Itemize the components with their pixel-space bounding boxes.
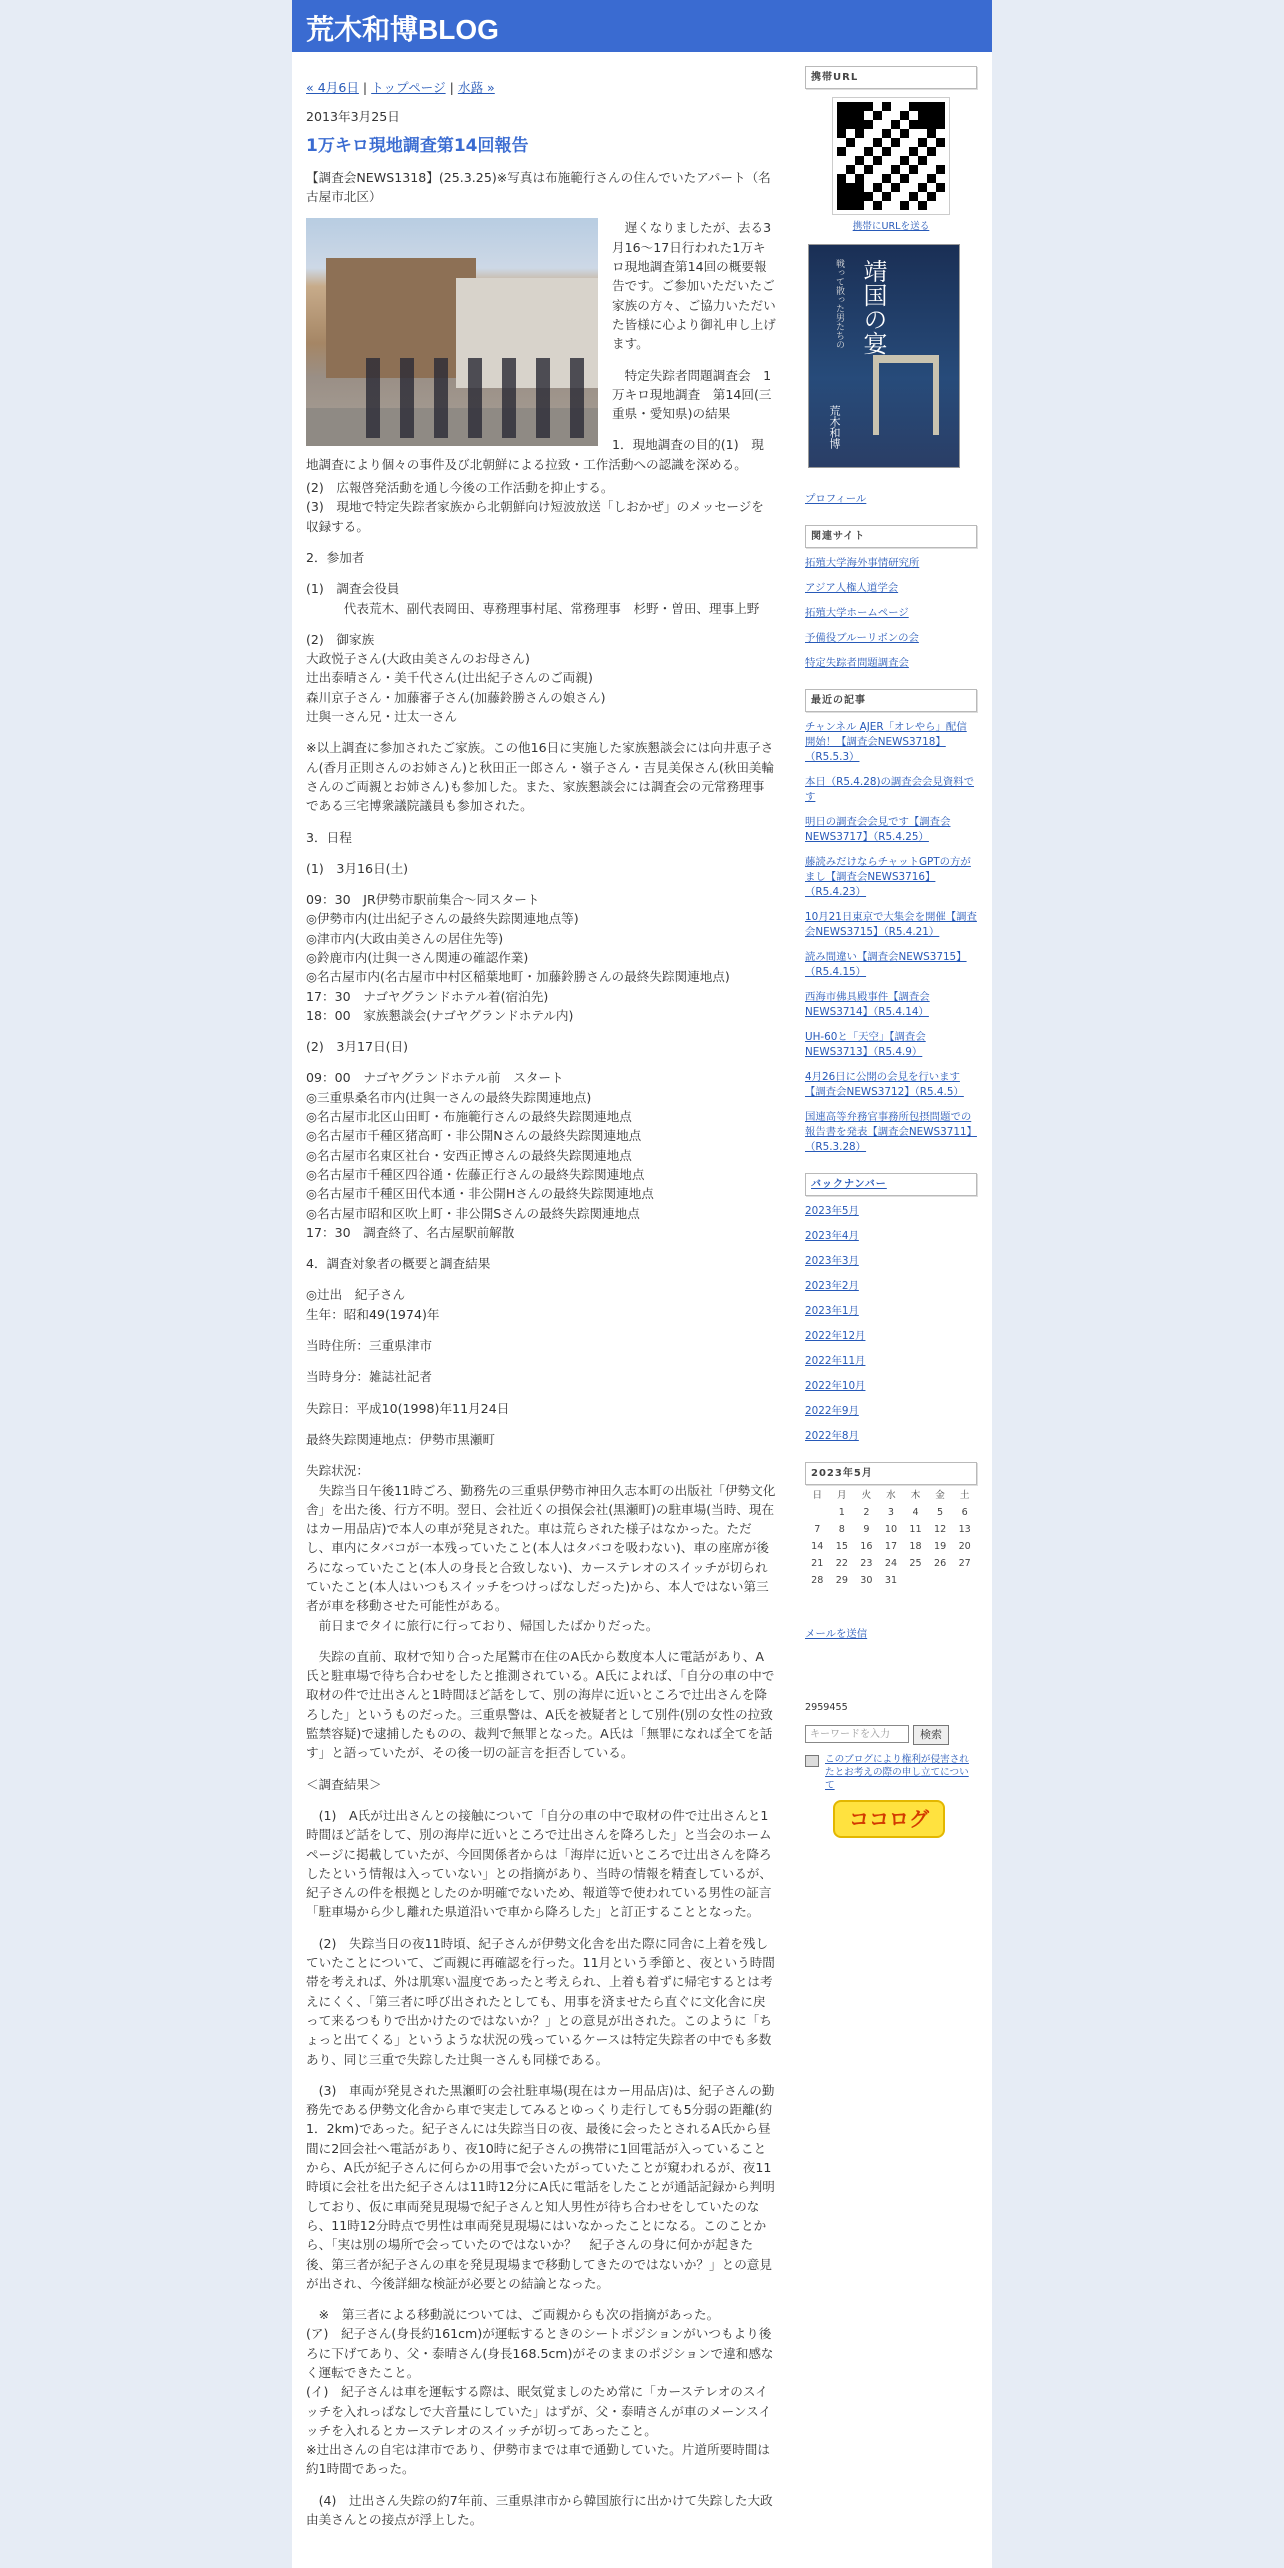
related-sites-heading: 関連サイト [805, 525, 977, 548]
mobile-url-heading: 携帯URL [805, 66, 977, 89]
post-paragraph: (4) 辻出さん失踪の約7年前、三重県津市から韓国旅行に出かけて失踪した大政由美さんとの接点が浮上した。 [306, 2492, 773, 2528]
calendar-day: 11 [909, 1524, 922, 1535]
post-paragraph: 09：00 ナゴヤグランドホテル前 スタート ◎三重県桑名市内(辻與一さんの最終失踪関連地点) ◎名古屋市北区山田町・布施範行さんの最終失踪関連地点 ◎名古屋市千種区猪高町・非公開Nさんの最終失踪関連地点 ◎名古屋市名東区社台・安西正博さんの最終失踪関連地点 ◎名古屋市千種区四谷通・佐藤正行さんの最終失踪関連地点 ◎名古屋市千種区田代本通・非公開Hさんの最終失踪関連地点 ◎名古屋市昭和区吹上町・非公開Sさんの最終失踪関連地点 17：30 調査終了、名古屋駅前解散 [306, 1070, 654, 1240]
blog-header [292, 0, 992, 52]
calendar-day: 30 [860, 1575, 873, 1586]
book-cover[interactable] [808, 244, 960, 468]
search-input[interactable]: キーワードを入力 [805, 1725, 909, 1743]
related-site-link[interactable]: 特定失踪者問題調査会 [805, 657, 909, 669]
post-paragraph: 失踪の直前、取材で知り合った尾鷲市在住のA氏から数度本人に電話があり、A氏と駐車場で待ち合わせをしたと推測されている。A氏によれば、「自分の車の中で取材の件で辻出さんと1時間ほど話をして、別の海岸に近いところで辻出さんを降ろした」というものだった。三重県警は、A氏を被疑者として別件(別の女性の拉致監禁容疑)で逮捕したものの、裁判で無罪となった。A氏は「無罪になれば全てを話す」と語っていたが、その後一切の証言を拒否している。 [306, 1648, 775, 1761]
calendar-day: 22 [835, 1558, 848, 1569]
post-paragraph: ※ 第三者による移動説については、ご両親からも次の指摘があった。 (ア) 紀子さん(身長約161cm)が運転するときのシートポジションがいつもより後ろに下げてあり、父・泰晴さん(身長168.5cm)がそのままのポジションで違和感なく運転できたこと。 (イ) 紀子さんは車を運転する際は、眠気覚ましのため常に「カーステレオのスイッチを入れっぱなしで大音量にしていた」はずが、父・泰晴さんが車のメーンスイッチを入れるとカーステレオのスイッチが切ってあったこと。 ※辻出さんの自宅は津市であり、伊勢市までは車で通勤していた。片道所要時間は約1時間であった。 [306, 2307, 774, 2477]
related-site-link[interactable]: アジア人権人道学会 [805, 582, 899, 594]
calendar-day: 27 [958, 1558, 971, 1569]
related-site-link[interactable]: 拓殖大学海外事情研究所 [805, 557, 920, 569]
calendar-day: 28 [811, 1575, 824, 1586]
backnumber-month-link[interactable]: 2023年3月 [805, 1255, 859, 1267]
recent-posts-list [805, 720, 977, 1155]
calendar-day: 20 [958, 1541, 971, 1552]
calendar-day [805, 1504, 830, 1521]
post-paragraph: (1) 3月16日(土) [306, 860, 409, 876]
post-paragraph: 失踪日：平成10(1998)年11月24日 [306, 1400, 510, 1416]
backnumber-month-link[interactable]: 2022年8月 [805, 1430, 859, 1442]
post-intro: 【調査会NEWS1318】(25.3.25)※写真は布施範行さんの住んでいたアパート（名古屋市北区） [306, 169, 771, 205]
post-paragraph: 当時身分：雑誌社記者 [306, 1369, 432, 1385]
backnumber-month-link[interactable]: 2023年1月 [805, 1305, 859, 1317]
calendar-day: 21 [811, 1558, 824, 1569]
calendar-day: 13 [958, 1524, 971, 1535]
mobile-send-link[interactable]: 携帯にURLを送る [852, 221, 930, 232]
rights-report-link[interactable]: このブログにより権利が侵害されたとお考えの際の申し立てについて [825, 1754, 969, 1791]
post-side-text-1: 特定失踪者問題調査会 1万キロ現地調査 第14回(三重県・愛知県)の結果 [612, 367, 772, 422]
post-paragraph: 当時住所：三重県津市 [306, 1338, 432, 1354]
calendar-weekday: 木 [910, 1490, 921, 1501]
post-paragraph: (2) 広報啓発活動を通し今後の工作活動を抑止する。 (3) 現地で特定失踪者家族から北朝鮮向け短波放送「しおかぜ」のメッセージを収録する。 [306, 480, 764, 534]
calendar-day [952, 1572, 977, 1589]
calendar-day: 10 [884, 1524, 898, 1535]
post-side-text-2: 1．現地調査の目的(1) 現地調査により個々の事件及び北朝鮮による拉致・工作活動への認識を深める。 [306, 437, 764, 472]
post-paragraph: ＜調査結果＞ [306, 1776, 382, 1792]
book-author: 荒木和博 [828, 405, 841, 449]
calendar-day: 4 [912, 1507, 919, 1518]
calendar-day: 31 [884, 1575, 898, 1586]
calendar-day [928, 1572, 953, 1589]
calendar-day: 7 [814, 1524, 821, 1535]
post-paragraph: ◎辻出 紀子さん 生年：昭和49(1974)年 [306, 1287, 440, 1322]
calendar-day: 23 [860, 1558, 873, 1569]
torii-gate-icon [873, 355, 939, 435]
nav-separator: | [358, 80, 372, 95]
calendar-day: 24 [884, 1558, 898, 1569]
nav-separator: | [445, 80, 458, 95]
report-icon [805, 1755, 819, 1767]
post-paragraph: 09：30 JR伊勢市駅前集合〜同スタート ◎伊勢市内(辻出紀子さんの最終失踪関連地点等) ◎津市内(大政由美さんの居住先等) ◎鈴鹿市内(辻與一さん関連の確認作業) ◎名古屋市内(名古屋市中村区稲葉地町・加藤鈴勝さんの最終失踪関連地点) 17：30 ナゴヤグランドホテル着(宿泊先) 18：00 家族懇談会(ナゴヤグランドホテル内) [306, 892, 730, 1023]
post-paragraph: 3．日程 [306, 829, 352, 845]
main-column [306, 78, 776, 2541]
backnumber-month-link[interactable]: 2022年11月 [805, 1355, 866, 1367]
calendar-weekday: 火 [861, 1490, 872, 1501]
recent-post-link[interactable]: チャンネル AJER「オレやら」配信開始！【調査会NEWS3718】（R5.5.3） [805, 721, 967, 763]
backnumber-month-link[interactable]: 2022年12月 [805, 1330, 866, 1342]
calendar-day: 17 [884, 1541, 898, 1552]
apartment-photo[interactable] [306, 218, 598, 446]
recent-post-link[interactable]: 西海市佛具殿事件【調査会NEWS3714】（R5.4.14） [805, 991, 930, 1018]
calendar-day: 18 [909, 1541, 922, 1552]
book-title: 靖国の宴 [859, 259, 887, 355]
mail-link[interactable]: メールを送信 [805, 1628, 868, 1640]
calendar-day: 3 [887, 1507, 895, 1518]
calendar-day: 25 [909, 1558, 922, 1569]
calendar-weekday: 土 [959, 1490, 970, 1501]
calendar-day: 2 [863, 1507, 870, 1518]
recent-post-link[interactable]: 明日の調査会会見です【調査会NEWS3717】（R5.4.25） [805, 816, 951, 843]
post-paragraph: (2) 失踪当日の夜11時頃、紀子さんが伊勢文化舎を出た際に同舎に上着を残していたことについて、ご両親に再確認を行った。11月という季節と、夜という時間帯を考えれば、外は肌寒い温度であったと考えられ、上着も着ずに帰宅するとは考えにくく、「第三者に呼び出されたとしても、用事を済ませたら直ぐに文化舎に戻って来るつもりで出かけたのではないか？」との意見が出された。このように「ちょっと出てくる」というような状況の残っているケースは特定失踪者の中でも多数あり、同じ三重で失踪した辻與一さんも同様である。 [306, 1935, 775, 2067]
kokolog-logo[interactable] [833, 1800, 945, 1838]
backnumber-month-link[interactable]: 2023年2月 [805, 1280, 859, 1292]
calendar-day: 9 [863, 1524, 870, 1535]
next-post-link[interactable]: 水蕗 » [457, 80, 495, 95]
post-paragraph: 4．調査対象者の概要と調査結果 [306, 1256, 491, 1272]
recent-post-link[interactable]: UH-60と「天空」【調査会NEWS3713】（R5.4.9） [805, 1031, 926, 1058]
blog-title[interactable]: 荒木和博BLOG [306, 14, 499, 45]
calendar-day: 26 [933, 1558, 947, 1569]
calendar [805, 1487, 977, 1589]
recent-posts-heading: 最近の記事 [805, 689, 977, 712]
calendar-day: 16 [860, 1541, 873, 1552]
calendar-day: 12 [933, 1524, 947, 1535]
calendar-day: 15 [835, 1541, 848, 1552]
calendar-weekday: 水 [886, 1490, 896, 1501]
visit-counter: 2959455 [805, 1702, 848, 1713]
backnumber-month-link[interactable]: 2023年4月 [805, 1230, 859, 1242]
recent-post-link[interactable]: 国連高等弁務官事務所包摂問題での報告書を発表【調査会NEWS3711】（R5.3.28） [805, 1111, 977, 1153]
related-sites-list [805, 556, 977, 671]
page [292, 0, 992, 2568]
qr-code [832, 97, 950, 215]
post-paragraph: (1) A氏が辻出さんとの接触について「自分の車の中で取材の件で辻出さんと1時間ほど話をして、別の海岸に近いところで辻出さんを降ろした」と当会のホームページに掲載していたが、今回関係者からは「海岸に近いところで辻出さんを降ろしたという情報は入っていない」との指摘があり、当時の情報を精査しているが、紀子さんの件を根拠としたのか明確でないため、報道等で使われている男性の証言「駐車場から少し離れた県道沿いで車から降ろした」と訂正することとなった。 [306, 1807, 772, 1920]
backnumber-heading [805, 1173, 977, 1196]
post-paragraph: (2) 御家族 大政悦子さん(大政由美さんのお母さん) 辻出泰晴さん・美千代さん(辻出紀子さんのご両親) 森川京子さん・加藤審子さん(加藤鈴勝さんの娘さん) 辻與一さん兄・辻太一さん [306, 631, 606, 725]
calendar-day: 14 [811, 1541, 824, 1552]
post-paragraph: 失踪状況： 失踪当日午後11時ごろ、勤務先の三重県伊勢市神田久志本町の出版社「伊勢文化舎」を出た後、行方不明。翌日、会社近くの損保会社(黒瀬町)の駐車場(当時、現在はカー用品店)で本人の車が発見された。車は荒らされた様子はなかった。ただし、車内にタバコが一本残っていたこと(本人はタバコを吸わない)、車の座席が後ろになっていたこと(本人の身長と合致しない)、カーステレオのスイッチが切られていたこと(本人はいつもスイッチをつけっぱなしだった)から、本人ではない第三者が車を移動させた可能性がある。 前日までタイに旅行に行っており、帰国したばかりだった。 [306, 1463, 776, 1633]
calendar-weekday: 月 [837, 1490, 847, 1501]
backnumber-month-link[interactable]: 2022年10月 [805, 1380, 866, 1392]
post-side-text-0: 遅くなりましたが、去る3月16〜17日行われた1万キロ現地調査第14回の概要報告です。ご参加いただいたご家族の方々、ご協力いただいた皆様に心より御礼申し上げます。 [612, 220, 776, 352]
backnumber-link[interactable]: バックナンバー [811, 1179, 887, 1190]
recent-post-link[interactable]: 4月26日に公開の会見を行います【調査会NEWS3712】（R5.4.5） [805, 1071, 964, 1098]
book-subtitle: 戦って散った男たちの [834, 259, 844, 349]
calendar-day: 19 [933, 1541, 947, 1552]
calendar-day: 6 [961, 1507, 968, 1518]
related-site-link[interactable]: 予備役ブルーリボンの会 [805, 632, 919, 644]
post-paragraph: 最終失踪関連地点：伊勢市黒瀬町 [306, 1431, 495, 1447]
calendar-day: 8 [838, 1524, 845, 1535]
search-form [805, 1725, 977, 1745]
backnumber-month-link[interactable]: 2023年5月 [805, 1205, 859, 1217]
kokolog-label: ココログ [849, 1807, 929, 1831]
top-page-link[interactable]: トップページ [371, 80, 446, 95]
calendar-day: 29 [835, 1575, 848, 1586]
calendar-day [903, 1572, 928, 1589]
related-site-link[interactable]: 拓殖大学ホームページ [805, 607, 909, 619]
backnumber-list [805, 1204, 977, 1444]
post-title[interactable]: 1万キロ現地調査第14回報告 [306, 135, 529, 156]
calendar-weekday: 金 [935, 1490, 945, 1501]
calendar-day: 1 [838, 1507, 845, 1518]
calendar-heading: 2023年5月 [805, 1462, 977, 1485]
calendar-weekday: 日 [812, 1490, 823, 1501]
search-button[interactable]: 検索 [913, 1725, 949, 1745]
recent-post-link[interactable]: 10月21日東京で大集会を開催【調査会NEWS3715】（R5.4.21） [805, 911, 977, 938]
calendar-day: 5 [937, 1507, 944, 1518]
post-date: 2013年3月25日 [306, 109, 400, 125]
post-body [306, 478, 776, 2529]
recent-post-link[interactable]: 本日（R5.4.28)の調査会会見資料です [805, 776, 975, 803]
post-paragraph: ※以上調査に参加されたご家族。この他16日に実施した家族懇談会には向井恵子さん(香月正則さんのお姉さん)と秋田正一郎さん・嶺子さん・吉見美保さん(秋田美輪さんのご両親とお姉さん)も参加した。また、家族懇談会には調査会の元常務理事である三宅博衆議院議員も参加された。 [306, 740, 775, 814]
backnumber-month-link[interactable]: 2022年9月 [805, 1405, 859, 1417]
sidebar [805, 66, 977, 1838]
post-paragraph: (3) 車両が発見された黒瀬町の会社駐車場(現在はカー用品店)は、紀子さんの勤務先である伊勢文化舎から車で実走してみるとゆっくり走行しても5分弱の距離(約1．2km)であった。紀子さんには失踪当日の夜、最後に会ったとされるA氏から昼間に2回会社へ電話があり、夜10時に紀子さんの携帯に1回電話が入っていることから、A氏が紀子さんに何らかの用事で会いたがっていたことが窺われるが、夜11時頃に会社を出た紀子さんは11時12分にA氏に電話をしたことが通話記録から判明しており、仮に車両発見現場で紀子さんと知人男性が待ち合わせをしていたのなら、11時12分時点で男性は車両発見現場にはいなかったことになる。このことから、「実は別の場所で会っていたのではないか？ 紀子さんの身に何かが起きた後、第三者が紀子さんの車を発見現場まで移動してきたのではないか？」との意見が出され、今後詳細な検証が必要との結論となった。 [306, 2082, 775, 2291]
recent-post-link[interactable]: 読み間違い【調査会NEWS3715】（R5.4.15） [805, 951, 967, 978]
post-paragraph: 2．参加者 [306, 549, 365, 565]
post-paragraph: (1) 調査会役員 代表荒木、副代表岡田、専務理事村尾、常務理事 杉野・曽田、理事上野 [306, 581, 760, 616]
post-navigation [306, 78, 776, 97]
profile-link[interactable]: プロフィール [805, 493, 867, 505]
post-paragraph: (2) 3月17日(日) [306, 1039, 409, 1055]
prev-post-link[interactable]: « 4月6日 [306, 80, 359, 95]
recent-post-link[interactable]: 藤読みだけならチャットGPTの方がまし【調査会NEWS3716】（R5.4.23） [805, 856, 971, 898]
